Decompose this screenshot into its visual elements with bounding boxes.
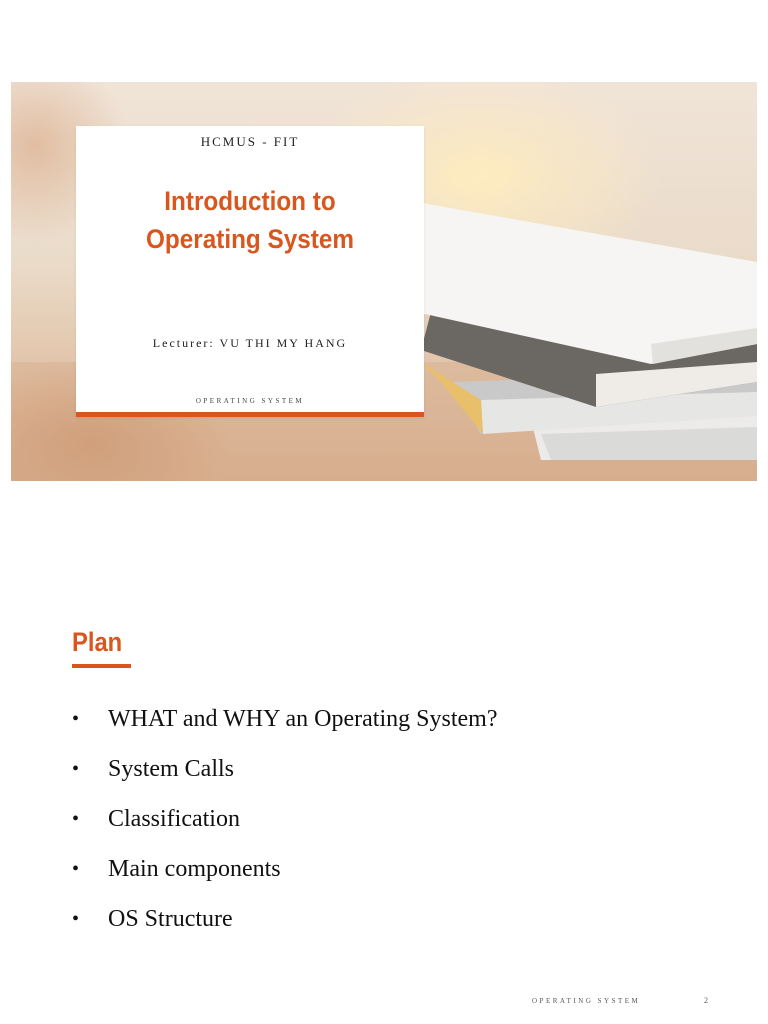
list-item [72,853,497,903]
title-slide [11,82,757,481]
bullet-icon: • [72,858,80,880]
lecturer-label: Lecturer: VU THI MY HANG [152,336,348,350]
list-item-text: WHAT and WHY an Operating System? [108,706,498,732]
list-item-text: Main components [108,856,281,882]
page-footer: OPERATING SYSTEM [532,997,641,1005]
page-number: 2 [704,996,708,1005]
list-item [72,903,497,953]
list-item [72,753,497,803]
school-label: HCMUS - FIT [200,134,300,149]
list-item [72,703,497,753]
title-card [76,126,424,417]
plan-list [72,703,497,953]
slide-title [93,182,406,258]
bullet-icon: • [72,708,80,730]
heading-underline [72,664,131,668]
course-footer: OPERATING SYSTEM [195,397,305,405]
slide-title-line1: Introduction to [164,186,336,216]
list-item-text: System Calls [108,756,235,782]
list-item [72,803,497,853]
bullet-icon: • [72,808,80,830]
plan-heading: Plan [72,627,123,657]
list-item-text: OS Structure [108,906,233,932]
bullet-icon: • [72,758,80,780]
list-item-text: Classification [108,806,240,832]
bullet-icon: • [72,908,80,930]
slide-title-line2: Operating System [146,224,354,254]
